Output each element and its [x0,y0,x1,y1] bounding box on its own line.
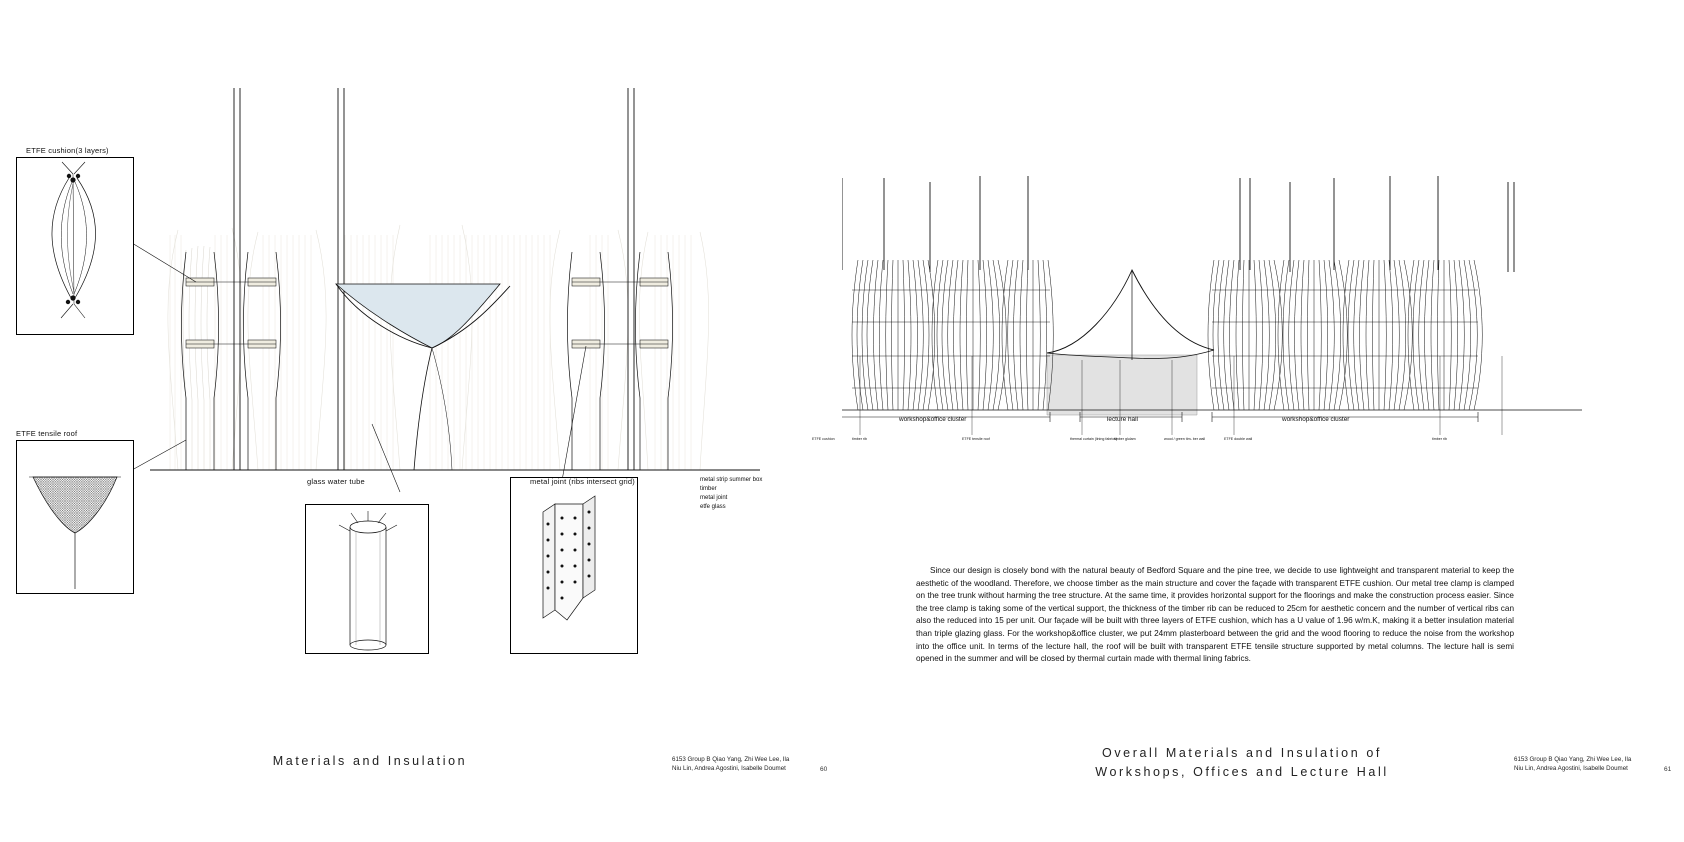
legend-item-1: timber [700,486,717,492]
callout-label-metal-joint: metal joint (ribs intersect grid) [530,477,635,486]
left-page-number: 60 [820,766,828,773]
legend-item-2: metal joint [700,495,728,501]
detail-etfe-cushion [16,157,134,335]
tiny-label-7: timber rib [1432,437,1447,441]
zone-label-center: lecture hall [1107,416,1138,423]
right-page-title-line1: Overall Materials and Insulation of [1102,746,1382,760]
right-page-number: 61 [1664,766,1672,773]
description-text: Since our design is closely bond with the natural beauty of Bedford Square and the pine tree, we decide to use lightweight and transparent material to keep the aesthetic of the woodland. Therefore, we choose timber as the main structure and cover the façade with transparent ETFE cushion. Our metal tree clamp is clamped on the tree trunk without harming the tree structure. At the same time, it provides horizontal support for the floorings and make the construction process easier. Since the tree clamp is taking some of the vertical support, the thickness of the timber rib can be reduced to 25cm for aesthetic concern and the number of vertical ribs can also the reduced into 15 per unit. Our façade will be built with three layers of ETFE cushion, which has a U value of 1.96 w/m.K, making it a better insulation material than triple glazing glass. For the workshop&office cluster, we put 24mm plasterboard between the grid and the wood flooring to reduce the noise from the workshop into the office unit. In terms of the lecture hall, the roof will be built with transparent ETFE tensile structure supported by metal columns. The lecture hall is semi opened in the summer and will be closed by thermal curtain made with thermal lining fabrics. [916,566,1514,664]
right-credit-line-1: 6153 Group B Qiao Yang, Zhi Wee Lee, Ila [1514,756,1632,763]
description-paragraph [916,565,1514,666]
tiny-label-5: wood / green tim- ber wall [1164,437,1206,441]
tiny-label-2: ETFE tensile roof [962,437,990,441]
tiny-label-4: timber glulam [1114,437,1136,441]
left-page-title: Materials and Insulation [272,754,468,768]
left-credit-line-2: Niu Lin, Andrea Agostini, Isabelle Doumet [672,765,786,772]
right-page-title [952,744,1532,782]
detail-glass-water-tube [305,504,429,654]
callout-label-glass-water-tube: glass water tube [307,477,365,486]
tiny-label-1: timber rib [852,437,867,441]
legend-item-0: metal strip summer box [700,477,763,483]
callout-label-etfe-cushion: ETFE cushion(3 layers) [26,146,109,155]
tiny-label-0: ETFE cushion [812,437,835,441]
etfe-roof-fill [336,284,500,348]
callout-label-etfe-tensile-roof: ETFE tensile roof [16,429,78,438]
tiny-label-6: ETFE double wall [1224,437,1253,441]
zone-label-right: workshop&office cluster [1282,416,1350,423]
detail-etfe-tensile-roof [16,440,134,594]
tiny-label-3: thermal curtain (lining fabrics) [1070,437,1118,441]
legend-item-3: etfe glass [700,504,726,510]
left-credit-line-1: 6153 Group B Qiao Yang, Zhi Wee Lee, Ila [672,756,790,763]
zone-label-left: workshop&office cluster [899,416,967,423]
right-credit-line-2: Niu Lin, Andrea Agostini, Isabelle Doumet [1514,765,1628,772]
detail-metal-joint [510,477,638,654]
right-page-title-line2: Workshops, Offices and Lecture Hall [1095,765,1389,779]
